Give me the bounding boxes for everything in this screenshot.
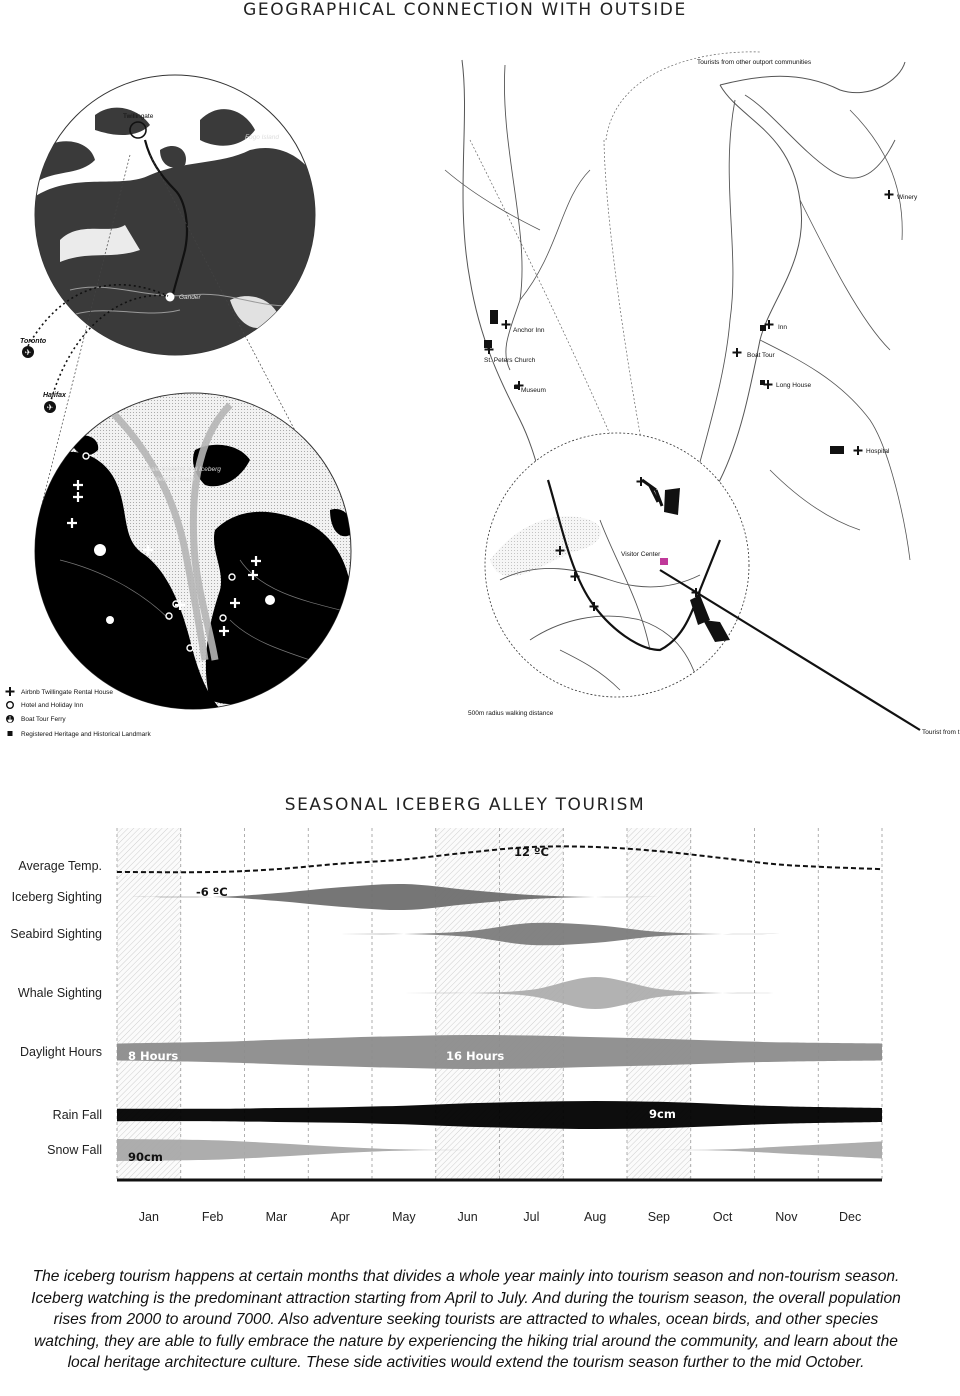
- month-label-jan: Jan: [138, 1210, 159, 1224]
- description-text: The iceberg tourism happens at certain months that divides a whole year mainly into tourism season and non-tourism season. Iceberg watching is the predominant attraction starting from April to July. And during the tourism season, the overall population rises from 2000 to around 7000. Also adventure seeking tourists are attracted to whales, ocean birds, and other species watching, they are able to fully embrace the nature by experiencing the hiking trial around the community, and learn about the local heritage architecture culture. These side activities would extend the tourism season further to the mid October.: [31, 1268, 901, 1371]
- st-peters-label: St. Peters Church: [484, 357, 536, 364]
- temp-low-label: -6 ºC: [196, 885, 228, 899]
- month-label-mar: Mar: [265, 1210, 288, 1224]
- row-label-rain-fall: Rain Fall: [52, 1108, 102, 1122]
- band-rain-fall: [117, 1101, 882, 1129]
- month-label-aug: Aug: [584, 1210, 607, 1224]
- month-label-apr: Apr: [330, 1210, 350, 1224]
- month-label-jul: Jul: [523, 1210, 540, 1224]
- snow-high-label: 90cm: [128, 1150, 163, 1164]
- tourist-from-label: Tourist from t: [922, 729, 960, 736]
- legend-label-rental: Airbnb Twillingate Rental House: [21, 689, 114, 696]
- month-label-feb: Feb: [201, 1210, 224, 1224]
- season-column-jan: [117, 828, 181, 1180]
- svg-text:✈: ✈: [24, 348, 32, 357]
- fogo-label: Fogo Island: [245, 134, 279, 141]
- month-label-dec: Dec: [839, 1210, 862, 1224]
- legend-label-hotel: Hotel and Holiday Inn: [21, 702, 84, 709]
- circle-icon: [7, 702, 14, 709]
- month-label-may: May: [392, 1210, 416, 1224]
- region-map: [20, 75, 330, 370]
- rain-high-label: 9cm: [649, 1107, 676, 1121]
- halifax-label: Halifax: [43, 392, 66, 399]
- month-label-oct: Oct: [712, 1210, 733, 1224]
- square-icon: [8, 731, 13, 736]
- town-map: [445, 52, 960, 736]
- month-label-sep: Sep: [647, 1210, 670, 1224]
- outport-label: Tourists from other outport communities: [697, 59, 812, 66]
- row-label-whale-sighting: Whale Sighting: [17, 986, 102, 1000]
- visitor-center-label: Visitor Center: [621, 551, 661, 558]
- daylight-high-label: 16 Hours: [446, 1049, 505, 1063]
- winery-label: Winery: [897, 194, 918, 201]
- museum-label: Museum: [521, 387, 546, 394]
- month-label-jun: Jun: [457, 1210, 478, 1224]
- gander-airport-icon: [166, 293, 175, 302]
- legend-label-ferry: Boat Tour Ferry: [21, 716, 66, 723]
- toronto-label: Toronto: [20, 338, 47, 345]
- temp-high-label: 12 ºC: [514, 845, 549, 859]
- row-label-daylight-hours: Daylight Hours: [20, 1045, 102, 1059]
- row-label-snow-fall: Snow Fall: [47, 1143, 102, 1157]
- boat-tour-label: Boat Tour: [747, 352, 775, 359]
- long-house-label: Long House: [776, 382, 812, 389]
- inn-label: Inn: [778, 324, 788, 331]
- whale-route-label-2: Viewing Route: [153, 476, 195, 483]
- svg-text:✈: ✈: [46, 403, 54, 412]
- row-label-seabird-sighting: Seabird Sighting: [10, 927, 102, 941]
- gander-label: Gander: [179, 294, 201, 301]
- twillingate-map: [30, 393, 352, 720]
- map-section-title: GEOGRAPHICAL CONNECTION WITH OUTSIDE: [243, 0, 687, 20]
- twillingate-label: Twillingate: [123, 113, 154, 120]
- cross-icon: [6, 687, 15, 696]
- east-island-land: [206, 512, 352, 704]
- anchor-inn-label: Anchor Inn: [513, 327, 545, 334]
- month-label-nov: Nov: [775, 1210, 798, 1224]
- row-label-average-temp-: Average Temp.: [18, 859, 102, 873]
- chart-section-title: SEASONAL ICEBERG ALLEY TOURISM: [284, 795, 646, 815]
- radius-label: 500m radius walking distance: [468, 710, 554, 717]
- visitor-center-marker: [660, 558, 668, 565]
- whale-route-label-1: Whale Seeking and Iceberg: [141, 466, 221, 473]
- daylight-low-label: 8 Hours: [128, 1049, 179, 1063]
- seasonal-chart: [10, 828, 882, 1224]
- legend-label-heritage: Registered Heritage and Historical Landmark: [21, 731, 151, 738]
- hospital-label: Hospital: [866, 448, 890, 455]
- row-label-iceberg-sighting: Iceberg Sighting: [11, 890, 102, 904]
